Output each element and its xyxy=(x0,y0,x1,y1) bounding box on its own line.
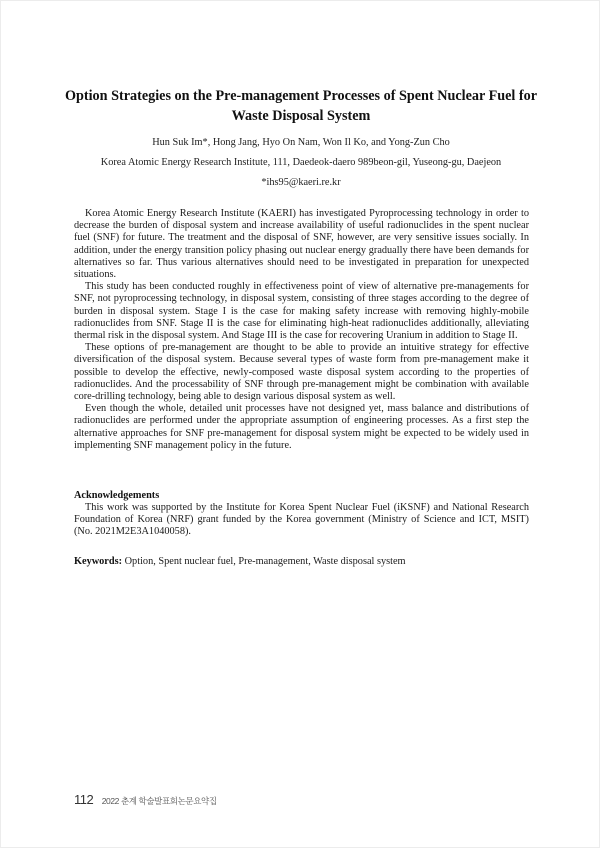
abstract-paragraph: Even though the whole, detailed unit processes have not designed yet, mass balance and distributions of radionuclides are performed under the appropriate assumption of engineering processes. As a first step the alternative approaches for SNF pre-management for disposal system might be expected to be widely used in implementing SNF management policy in the future. xyxy=(74,403,529,451)
keywords-label: Keywords: xyxy=(74,556,123,567)
corresponding-email: *ihs95@kaeri.re.kr xyxy=(261,177,341,188)
acknowledgements-text: This work was supported by the Institute for Korea Spent Nuclear Fuel (iKSNF) and National Research Foundation of Korea (NRF) grant funded by the Korea government (Ministry of Science and ICT, MSIT) (No. 2021M2E3A1040058). xyxy=(74,502,529,538)
abstract-paragraph: This study has been conducted roughly in effectiveness point of view of alternative pre-managements for SNF, not pyroprocessing technology, in disposal system, consisting of three stages according to the degree of burden in disposal system. Stage I is the case for making safety increase with removing highly-mobile radionuclides from SNF. Stage II is the case for eliminating high-heat radionuclides additionally, alleviating thermal risk in the disposal system. And Stage III is the case for recovering Uranium in addition to Stage II. xyxy=(74,281,529,342)
affiliation: Korea Atomic Energy Research Institute, 111, Daedeok-daero 989beon-gil, Yuseong-gu, Daejeon xyxy=(100,157,502,168)
journal-name: 2022 춘계 학술발표회논문요약집 xyxy=(101,796,217,806)
page-number: 112 xyxy=(74,792,94,807)
abstract-paragraph: These options of pre-management are thought to be able to provide an intuitive strategy for effective diversification of the disposal system. Because several types of waste form from pre-management make it possible to develop the effective, newly-composed waste disposal system according to the properties of radionuclides. And the processability of SNF through pre-management might be combination with available core-drilling technology, being able to design various disposal system as well. xyxy=(74,342,529,403)
paper-title: Option Strategies on the Pre-management Processes of Spent Nuclear Fuel for Waste Disposal System xyxy=(64,88,538,124)
keywords-text: Option, Spent nuclear fuel, Pre-management, Waste disposal system xyxy=(122,556,406,567)
keywords-line xyxy=(74,556,529,567)
author-list: Hun Suk Im*, Hong Jang, Hyo On Nam, Won Il Ko, and Yong-Zun Cho xyxy=(152,137,450,148)
abstract-paragraph: Korea Atomic Energy Research Institute (KAERI) has investigated Pyroprocessing technology in order to decrease the burden of disposal system and increase availability of useful radionuclides in the spent nuclear fuel (SNF) for future. The treatment and the disposal of SNF, however, are very sensitive issues socially. In addition, under the energy transition policy phasing out nuclear energy gradually there have been demands for alternatives so far. Thus various alternatives should need to be investigated in preparation for unexpected situations. xyxy=(74,208,529,281)
acknowledgements-heading: Acknowledgements xyxy=(74,490,160,501)
abstract-body xyxy=(74,208,529,452)
page-footer xyxy=(74,791,217,809)
